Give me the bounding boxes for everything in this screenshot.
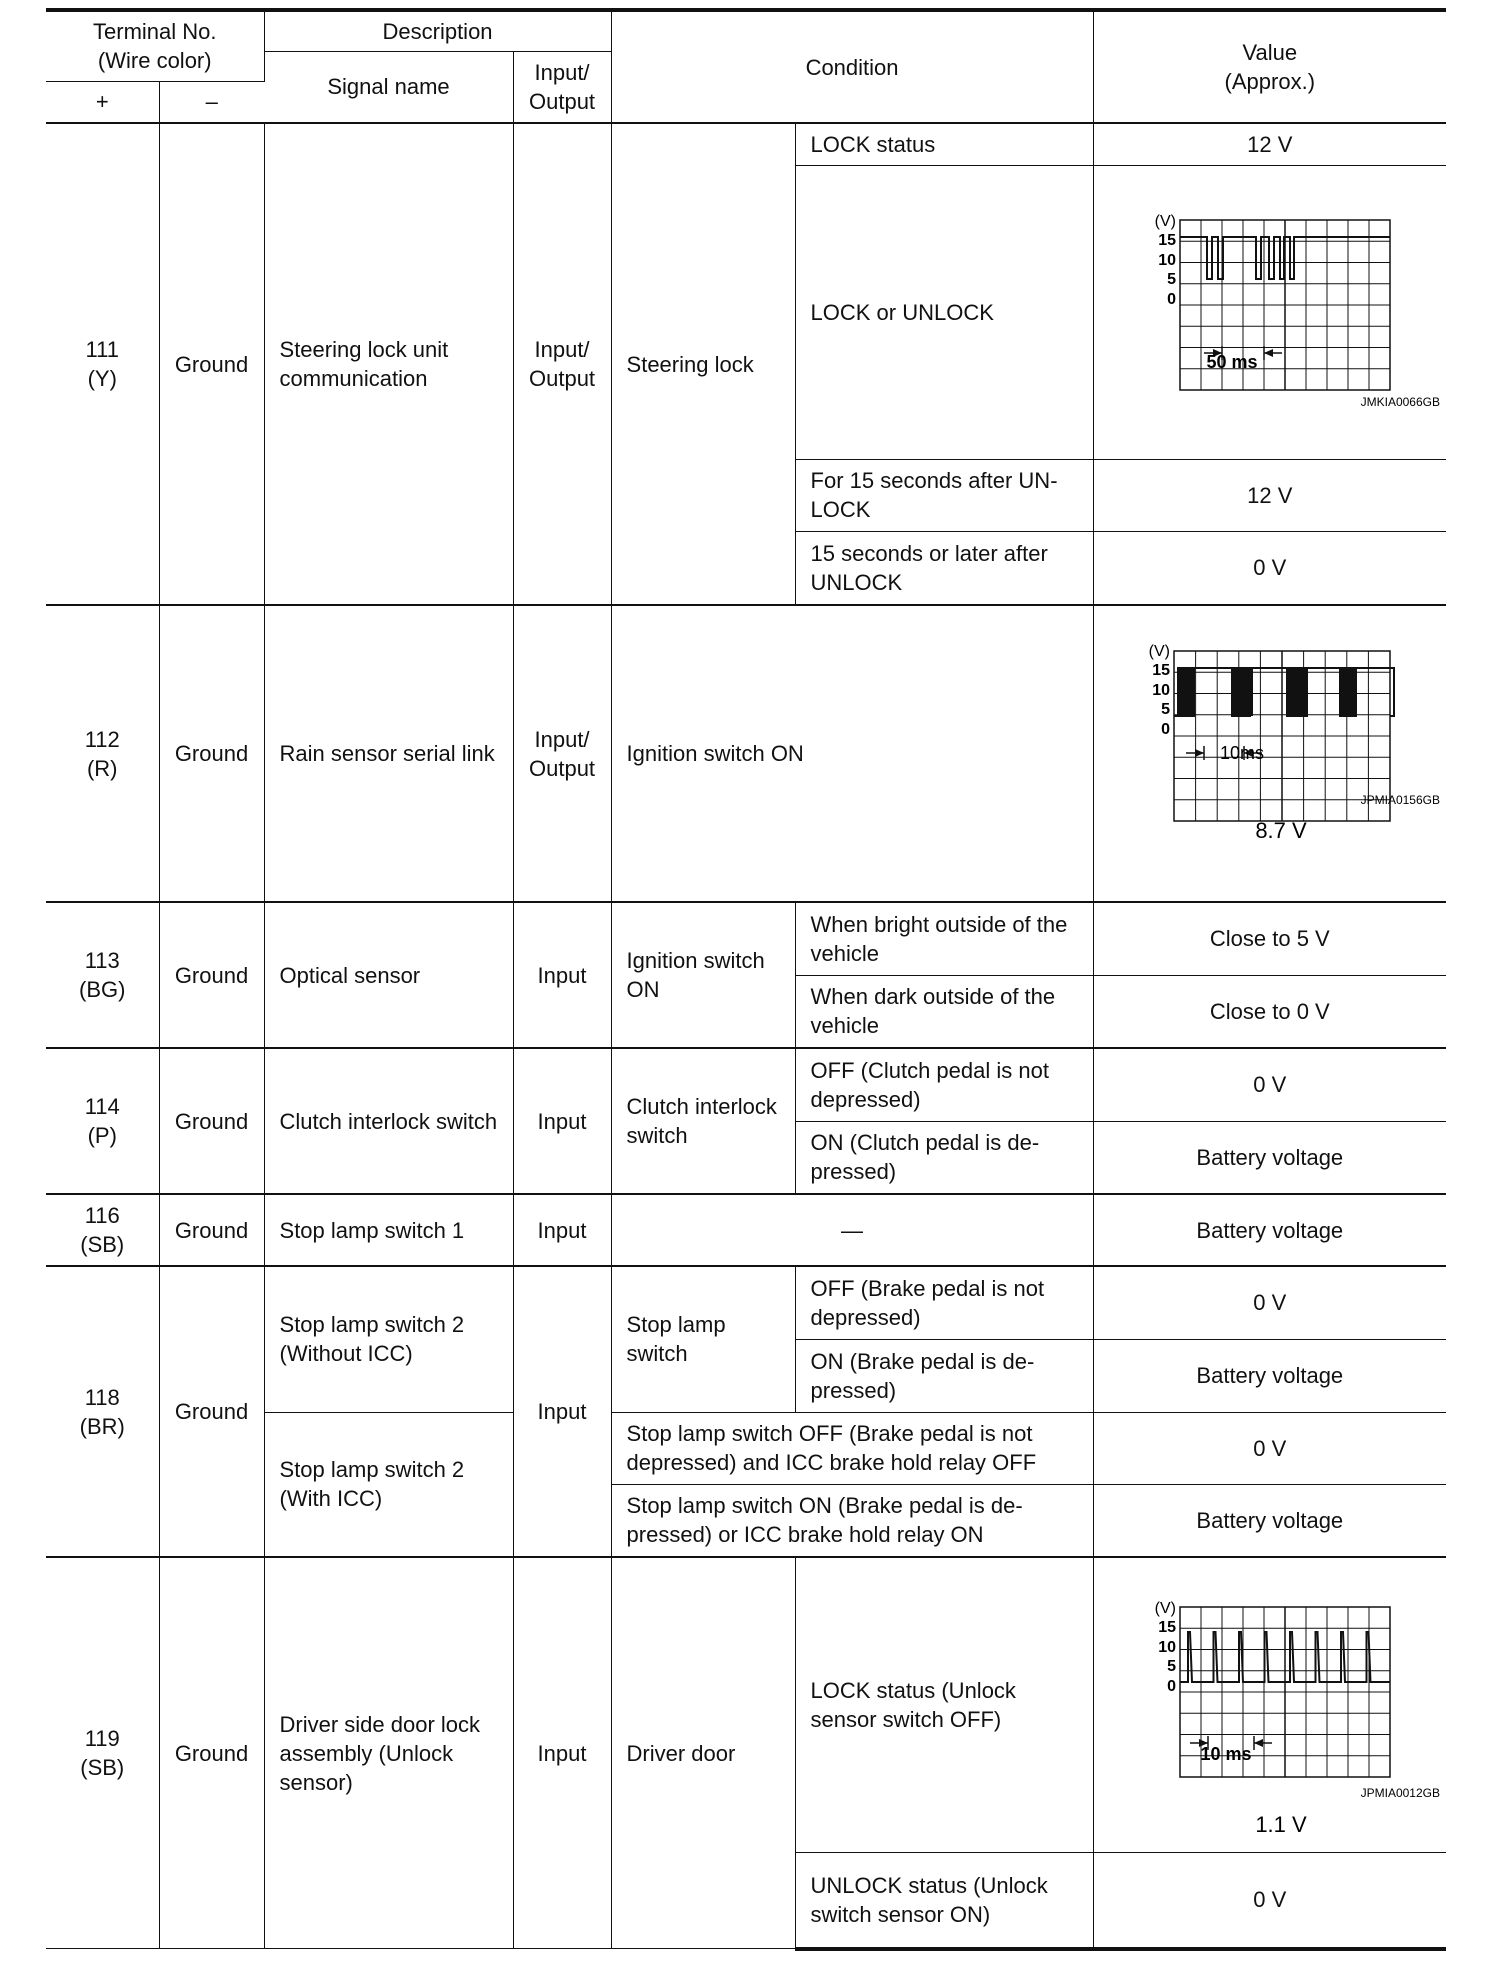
waveform-119 bbox=[1094, 1558, 1447, 1852]
value-cell: 0 V bbox=[1093, 1853, 1446, 1949]
waveform-111 bbox=[1094, 166, 1447, 459]
figure-code: JPMIA0012GB bbox=[1360, 1786, 1440, 1800]
y-tick-label: 10 bbox=[1157, 1639, 1176, 1656]
terminal-cell: 114 (P) bbox=[46, 1048, 159, 1194]
io-cell: Input bbox=[513, 1194, 611, 1266]
value-cell: 0 V bbox=[1093, 1266, 1446, 1339]
value-cell: 12 V bbox=[1093, 123, 1446, 165]
y-unit-label: (V) bbox=[1154, 212, 1176, 230]
scale-arrow bbox=[1195, 749, 1204, 757]
value-cell: Battery voltage bbox=[1093, 1194, 1446, 1266]
terminal-table bbox=[46, 8, 1446, 1951]
signal-cell: Stop lamp switch 2 (With ICC) bbox=[264, 1412, 513, 1557]
signal-trace bbox=[1174, 668, 1394, 716]
sub-condition-cell: LOCK status (Unlock sensor switch OFF) bbox=[795, 1557, 1093, 1853]
terminal-cell: 111 (Y) bbox=[46, 123, 159, 605]
value-cell: 12 V bbox=[1093, 459, 1446, 531]
condition-cell: Steering lock bbox=[611, 123, 795, 605]
figure-code: JPMIA0156GB bbox=[1360, 793, 1440, 807]
condition-cell: Clutch interlock switch bbox=[611, 1048, 795, 1194]
sub-condition-cell: 15 seconds or later after UNLOCK bbox=[795, 531, 1093, 605]
signal-cell: Stop lamp switch 2 (Without ICC) bbox=[264, 1266, 513, 1412]
io-cell: Input bbox=[513, 1266, 611, 1557]
minus-cell: Ground bbox=[159, 1194, 264, 1266]
condition-cell: Stop lamp switch OFF (Brake pedal is not depressed) and ICC brake hold relay OFF bbox=[611, 1412, 1093, 1484]
y-tick-label: 10 bbox=[1151, 682, 1170, 699]
signal-cell: Rain sensor serial link bbox=[264, 605, 513, 902]
sub-condition-cell: When dark outside of the vehicle bbox=[795, 975, 1093, 1048]
waveform-112 bbox=[1094, 606, 1447, 901]
table-row bbox=[46, 902, 1446, 975]
value-text: 8.7 V bbox=[1254, 818, 1307, 843]
description-header: Description bbox=[264, 10, 611, 51]
condition-header: Condition bbox=[611, 10, 1093, 123]
minus-header: – bbox=[159, 81, 264, 123]
sub-condition-cell: For 15 seconds after UN-LOCK bbox=[795, 459, 1093, 531]
signal-trace bbox=[1180, 237, 1390, 279]
y-tick-label: 10 bbox=[1157, 251, 1176, 269]
value-cell: Close to 0 V bbox=[1093, 975, 1446, 1048]
sub-condition-cell: When bright outside of the vehicle bbox=[795, 902, 1093, 975]
figure-code: JMKIA0066GB bbox=[1360, 394, 1440, 409]
value-cell: Battery voltage bbox=[1093, 1339, 1446, 1412]
table-row bbox=[46, 1194, 1446, 1266]
scale-arrow bbox=[1254, 1739, 1263, 1747]
signal-cell: Stop lamp switch 1 bbox=[264, 1194, 513, 1266]
terminal-cell: 119 (SB) bbox=[46, 1557, 159, 1949]
table-row bbox=[46, 123, 1446, 165]
table-row bbox=[46, 605, 1446, 902]
scale-arrow bbox=[1264, 349, 1273, 357]
value-text: 1.1 V bbox=[1254, 1812, 1307, 1837]
minus-cell: Ground bbox=[159, 1266, 264, 1557]
minus-cell: Ground bbox=[159, 1557, 264, 1949]
y-tick-label: 0 bbox=[1166, 290, 1176, 308]
y-tick-label: 15 bbox=[1157, 1619, 1176, 1636]
y-tick-label: 15 bbox=[1151, 662, 1170, 679]
minus-cell: Ground bbox=[159, 902, 264, 1048]
y-tick-label: 15 bbox=[1157, 231, 1176, 249]
terminal-cell: 113 (BG) bbox=[46, 902, 159, 1048]
condition-cell: Stop lamp switch bbox=[611, 1266, 795, 1412]
condition-cell: — bbox=[611, 1194, 1093, 1266]
input-output-header: Input/ Output bbox=[513, 51, 611, 123]
terminal-cell: 112 (R) bbox=[46, 605, 159, 902]
signal-cell: Clutch interlock switch bbox=[264, 1048, 513, 1194]
y-tick-label: 5 bbox=[1166, 1658, 1176, 1675]
waveform-cell bbox=[1093, 1557, 1446, 1853]
minus-cell: Ground bbox=[159, 123, 264, 605]
sub-condition-cell: ON (Brake pedal is de-pressed) bbox=[795, 1339, 1093, 1412]
terminal-no-header: Terminal No. (Wire color) bbox=[46, 10, 264, 81]
value-cell: Close to 5 V bbox=[1093, 902, 1446, 975]
signal-cell: Optical sensor bbox=[264, 902, 513, 1048]
condition-cell: Stop lamp switch ON (Brake pedal is de-pressed) or ICC brake hold relay ON bbox=[611, 1484, 1093, 1557]
value-cell: 0 V bbox=[1093, 531, 1446, 605]
io-cell: Input bbox=[513, 1048, 611, 1194]
time-scale-label: 10ms bbox=[1219, 743, 1264, 763]
sub-condition-cell: ON (Clutch pedal is de-pressed) bbox=[795, 1121, 1093, 1194]
io-cell: Input bbox=[513, 1557, 611, 1949]
y-tick-label: 0 bbox=[1166, 1678, 1176, 1695]
minus-cell: Ground bbox=[159, 1048, 264, 1194]
value-cell: Battery voltage bbox=[1093, 1484, 1446, 1557]
minus-cell: Ground bbox=[159, 605, 264, 902]
time-scale-label: 10 ms bbox=[1200, 1744, 1252, 1764]
io-cell: Input/ Output bbox=[513, 123, 611, 605]
condition-cell: Ignition switch ON bbox=[611, 605, 1093, 902]
plus-header: + bbox=[46, 81, 159, 123]
table-row bbox=[46, 1266, 1446, 1339]
waveform-cell bbox=[1093, 605, 1446, 902]
y-tick-label: 5 bbox=[1166, 270, 1176, 288]
condition-cell: Ignition switch ON bbox=[611, 902, 795, 1048]
io-cell: Input/ Output bbox=[513, 605, 611, 902]
table-row bbox=[46, 1557, 1446, 1853]
value-cell: 0 V bbox=[1093, 1412, 1446, 1484]
sub-condition-cell: OFF (Brake pedal is not depressed) bbox=[795, 1266, 1093, 1339]
value-cell: Battery voltage bbox=[1093, 1121, 1446, 1194]
terminal-cell: 118 (BR) bbox=[46, 1266, 159, 1557]
sub-condition-cell: OFF (Clutch pedal is not depressed) bbox=[795, 1048, 1093, 1121]
waveform-cell bbox=[1093, 165, 1446, 459]
y-tick-label: 0 bbox=[1160, 721, 1170, 738]
y-unit-label: (V) bbox=[1154, 1600, 1176, 1617]
terminal-cell: 116 (SB) bbox=[46, 1194, 159, 1266]
value-header: Value (Approx.) bbox=[1093, 10, 1446, 123]
io-cell: Input bbox=[513, 902, 611, 1048]
time-scale-label: 50 ms bbox=[1206, 351, 1258, 372]
sub-condition-cell: UNLOCK status (Unlock switch sensor ON) bbox=[795, 1853, 1093, 1949]
condition-cell: Driver door bbox=[611, 1557, 795, 1949]
y-tick-label: 5 bbox=[1160, 701, 1170, 718]
signal-cell: Steering lock unit communication bbox=[264, 123, 513, 605]
table-row bbox=[46, 1048, 1446, 1121]
signal-name-header: Signal name bbox=[264, 51, 513, 123]
value-cell: 0 V bbox=[1093, 1048, 1446, 1121]
sub-condition-cell: LOCK status bbox=[795, 123, 1093, 165]
y-unit-label: (V) bbox=[1148, 643, 1170, 660]
signal-cell: Driver side door lock assembly (Unlock sensor) bbox=[264, 1557, 513, 1949]
sub-condition-cell: LOCK or UNLOCK bbox=[795, 165, 1093, 459]
